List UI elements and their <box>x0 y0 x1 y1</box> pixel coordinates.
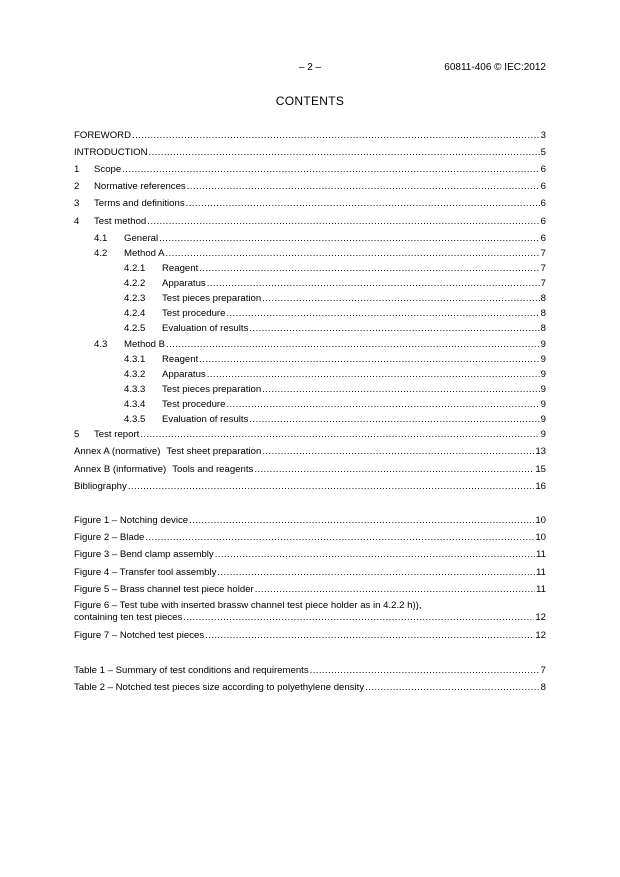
toc-entry-page: 9 <box>540 369 546 380</box>
toc-entry-page: 8 <box>540 308 546 319</box>
toc-entry-number: 5 <box>74 429 80 440</box>
toc-entry-label: Reagent <box>162 263 199 274</box>
figure-entry-label: Figure 3 – Bend clamp assembly <box>74 549 214 560</box>
toc-entry-label: Apparatus <box>162 278 206 289</box>
toc-entry-3[interactable] <box>74 197 546 210</box>
toc-entry-label: Apparatus <box>162 369 206 380</box>
dot-leader <box>249 413 539 426</box>
toc-entry-4-3[interactable] <box>74 338 546 351</box>
toc-entry-label: Test procedure <box>162 308 226 319</box>
figure-entry-label: Figure 5 – Brass channel test piece holder <box>74 584 254 595</box>
toc-entry-page: 6 <box>540 233 546 244</box>
table-entry-1[interactable] <box>74 664 546 677</box>
toc-entry-page: 7 <box>540 248 546 259</box>
table-entry-label: Table 1 – Summary of test conditions and requirements <box>74 665 309 676</box>
toc-entry-page: 6 <box>540 164 546 175</box>
toc-entry-label: Test pieces preparation <box>162 384 262 395</box>
dot-leader <box>365 681 540 694</box>
toc-entry-annex-b[interactable] <box>74 463 546 476</box>
dot-leader <box>262 383 539 396</box>
toc-entry-bibliography[interactable] <box>74 480 546 493</box>
toc-entry-number: 4.3.2 <box>124 369 146 380</box>
toc-entry-4-3-5[interactable] <box>74 413 546 426</box>
toc-entry-4-2[interactable] <box>74 247 546 260</box>
table-entry-2[interactable] <box>74 681 546 694</box>
toc-entry-number: 1 <box>74 164 80 175</box>
figure-entry-label: Figure 7 – Notched test pieces <box>74 630 205 641</box>
toc-entry-page: 3 <box>540 130 546 141</box>
toc-entry-page: 6 <box>540 198 546 209</box>
toc-entry-4-2-2[interactable] <box>74 277 546 290</box>
dot-leader <box>183 612 534 624</box>
toc-entry-page: 9 <box>540 399 546 410</box>
toc-entry-subtitle: Test sheet preparation <box>166 446 262 457</box>
document-reference: 60811-406 © IEC:2012 <box>444 62 546 73</box>
toc-entry-number: 4 <box>74 216 80 227</box>
figure-entry-label: Figure 6 – Test tube with inserted brassw channel test piece holder as in 4.2.2 h)), <box>74 600 422 611</box>
dot-leader <box>199 353 539 366</box>
dot-leader <box>226 307 539 320</box>
dot-leader <box>254 463 534 476</box>
toc-entry-page: 9 <box>540 429 546 440</box>
toc-entry-number: 4.3.1 <box>124 354 146 365</box>
toc-entry-subtitle: Tools and reagents <box>172 464 254 475</box>
toc-entry-label: Scope <box>94 164 122 175</box>
dot-leader <box>187 180 540 193</box>
toc-entry-number: 4.3.4 <box>124 399 146 410</box>
toc-entry-5[interactable] <box>74 428 546 441</box>
figure-entry-page: 10 <box>535 532 546 543</box>
toc-entry-page: 9 <box>540 384 546 395</box>
toc-entry-page: 7 <box>540 263 546 274</box>
figure-entry-1[interactable] <box>74 514 546 527</box>
dot-leader <box>189 514 534 527</box>
figure-entry-4[interactable] <box>74 566 546 579</box>
toc-entry-page: 9 <box>540 354 546 365</box>
dot-leader <box>159 232 540 245</box>
toc-entry-4-2-4[interactable] <box>74 307 546 320</box>
dot-leader <box>205 629 534 642</box>
toc-entry-page: 6 <box>540 216 546 227</box>
toc-entry-label: Evaluation of results <box>162 323 249 334</box>
toc-entry-label: Reagent <box>162 354 199 365</box>
toc-entry-label: Test procedure <box>162 399 226 410</box>
page-title: CONTENTS <box>275 94 345 108</box>
toc-entry-number: 3 <box>74 198 80 209</box>
toc-entry-label: INTRODUCTION <box>74 147 148 158</box>
dot-leader <box>255 583 535 596</box>
toc-entry-label: Test method <box>94 216 147 227</box>
figure-entry-page: 11 <box>536 567 546 578</box>
toc-entry-label: Method A <box>124 248 165 259</box>
toc-entry-label: Bibliography <box>74 481 127 492</box>
figure-entry-label: Figure 2 – Blade <box>74 532 145 543</box>
dot-leader <box>207 277 540 290</box>
toc-entry-label: Normative references <box>94 181 186 192</box>
toc-entry-4[interactable] <box>74 215 546 228</box>
toc-entry-1[interactable] <box>74 163 546 176</box>
dot-leader <box>132 129 540 142</box>
toc-entry-page: 8 <box>540 323 546 334</box>
dot-leader <box>122 163 539 176</box>
figure-entry-page: 12 <box>535 630 546 641</box>
toc-entry-4-2-1[interactable] <box>74 262 546 275</box>
toc-entry-annex-a[interactable] <box>74 445 546 458</box>
dot-leader <box>207 368 540 381</box>
figure-entry-label: Figure 4 – Transfer tool assembly <box>74 567 217 578</box>
toc-entry-number: 4.2.1 <box>124 263 146 274</box>
toc-entry-number: 4.3.3 <box>124 384 146 395</box>
figure-entry-2[interactable] <box>74 531 546 544</box>
toc-entry-page: 5 <box>540 147 546 158</box>
table-entry-label: Table 2 – Notched test pieces size according to polyethylene density <box>74 682 365 693</box>
figure-entry-page: 11 <box>536 549 546 560</box>
dot-leader <box>226 398 539 411</box>
toc-entry-number: 4.2.4 <box>124 308 146 319</box>
toc-entry-label: Annex B (informative) <box>74 464 167 475</box>
dot-leader <box>262 292 539 305</box>
figure-entry-page: 12 <box>535 612 546 623</box>
dot-leader <box>262 445 534 458</box>
dot-leader <box>249 322 539 335</box>
toc-entry-number: 2 <box>74 181 80 192</box>
dot-leader <box>217 566 535 579</box>
dot-leader <box>199 262 539 275</box>
toc-entry-4-3-1[interactable] <box>74 353 546 366</box>
toc-entry-4-3-2[interactable] <box>74 368 546 381</box>
toc-entry-page: 9 <box>540 339 546 350</box>
toc-entry-number: 4.2.5 <box>124 323 146 334</box>
figure-entry-6[interactable] <box>74 600 546 624</box>
toc-entry-label: Test pieces preparation <box>162 293 262 304</box>
figure-entry-page: 11 <box>536 584 546 595</box>
dot-leader <box>215 548 535 561</box>
toc-entry-page: 6 <box>540 181 546 192</box>
toc-entry-page: 13 <box>535 446 546 457</box>
dot-leader <box>310 664 540 677</box>
table-entry-page: 7 <box>540 665 546 676</box>
figure-entry-3[interactable] <box>74 548 546 561</box>
dot-leader <box>149 146 540 159</box>
dot-leader <box>140 428 539 441</box>
dot-leader <box>147 215 539 228</box>
figure-entry-label: Figure 1 – Notching device <box>74 515 189 526</box>
toc-entry-label: Method B <box>124 339 166 350</box>
dot-leader <box>186 197 540 210</box>
toc-entry-foreword[interactable] <box>74 129 546 142</box>
toc-entry-label: Terms and definitions <box>94 198 185 209</box>
toc-entry-introduction[interactable] <box>74 146 546 159</box>
dot-leader <box>166 338 540 351</box>
dot-leader <box>145 531 534 544</box>
toc-entry-4-3-3[interactable] <box>74 383 546 396</box>
page-number: – 2 – <box>298 62 322 73</box>
toc-entry-number: 4.2 <box>94 248 108 259</box>
toc-entry-number: 4.3 <box>94 339 108 350</box>
toc-entry-4-3-4[interactable] <box>74 398 546 411</box>
toc-entry-number: 4.3.5 <box>124 414 146 425</box>
toc-entry-page: 15 <box>535 464 546 475</box>
figure-entry-page: 10 <box>535 515 546 526</box>
figure-entry-7[interactable] <box>74 629 546 642</box>
toc-entry-2[interactable] <box>74 180 546 193</box>
toc-entry-page: 7 <box>540 278 546 289</box>
figure-entry-label-continued: containing ten test pieces <box>74 612 183 623</box>
figure-entry-5[interactable] <box>74 583 546 596</box>
dot-leader <box>166 247 540 260</box>
toc-entry-label: Annex A (normative) <box>74 446 161 457</box>
toc-entry-label: Evaluation of results <box>162 414 249 425</box>
dot-leader <box>128 480 535 493</box>
table-entry-page: 8 <box>540 682 546 693</box>
toc-entry-number: 4.1 <box>94 233 108 244</box>
toc-entry-page: 8 <box>540 293 546 304</box>
toc-entry-number: 4.2.3 <box>124 293 146 304</box>
toc-entry-label: FOREWORD <box>74 130 132 141</box>
toc-entry-4-2-5[interactable] <box>74 322 546 335</box>
toc-entry-label: General <box>124 233 159 244</box>
toc-entry-number: 4.2.2 <box>124 278 146 289</box>
toc-entry-4-1[interactable] <box>74 232 546 245</box>
toc-entry-page: 9 <box>540 414 546 425</box>
toc-entry-page: 16 <box>535 481 546 492</box>
toc-entry-label: Test report <box>94 429 140 440</box>
toc-entry-4-2-3[interactable] <box>74 292 546 305</box>
